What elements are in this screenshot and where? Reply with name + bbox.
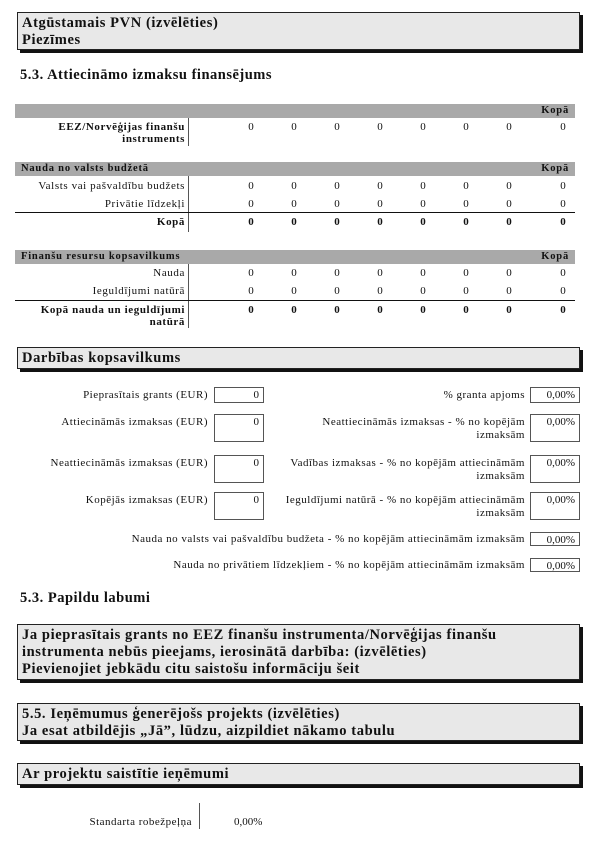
total-cell: 0 [560, 180, 566, 192]
summary-left-input[interactable]: 0 [214, 414, 264, 442]
summary-wide-label: Nauda no valsts vai pašvaldību budžeta - % no kopējām attiecināmām izmaksām [131, 533, 525, 545]
table-cell: 0 [248, 121, 254, 133]
table-cell: 0 [506, 267, 512, 279]
sum-line [15, 212, 575, 213]
total-cell: 0 [560, 267, 566, 279]
extra-line1[interactable]: Ja pieprasītais grants no EEZ finanšu instrumenta/Norvēģijas finanšu [22, 627, 497, 643]
summary-right-input[interactable]: 0,00% [530, 492, 580, 520]
summary-title: Darbības kopsavilkums [22, 350, 181, 366]
table-cell: 0 [291, 198, 297, 210]
table-cell: 0 [291, 285, 297, 297]
table-cell: 0 [291, 121, 297, 133]
table-cell: 0 [377, 216, 383, 228]
table-cell: 0 [248, 285, 254, 297]
row-label: Valsts vai pašvaldību budžets [38, 180, 185, 192]
sum-label: Kopā [156, 216, 185, 228]
summary-right-label: Vadības izmaksas - % no kopējām attiecināmām izmaksām [290, 457, 525, 482]
total-cell: 0 [560, 285, 566, 297]
summary-left-label: Kopējās izmaksas (EUR) [85, 494, 208, 506]
summary-wide-input[interactable]: 0,00% [530, 532, 580, 546]
table-cell: 0 [463, 267, 469, 279]
table-cell: 0 [463, 304, 469, 316]
summary-wide-input[interactable]: 0,00% [530, 558, 580, 572]
divider [188, 264, 189, 328]
summary-right-input[interactable]: 0,00% [530, 387, 580, 403]
block2-total-header: Kopā [541, 163, 569, 174]
total-cell: 0 [560, 304, 566, 316]
block3-total-header: Kopā [541, 251, 569, 262]
notes-label: Piezīmes [22, 32, 81, 48]
vat-label[interactable]: Atgūstamais PVN (izvēlēties) [22, 15, 219, 31]
vat-notes-box [17, 12, 580, 50]
divider [188, 118, 189, 146]
table-cell: 0 [420, 198, 426, 210]
table-cell: 0 [334, 216, 340, 228]
extra-box [17, 624, 580, 680]
table-cell: 0 [334, 198, 340, 210]
block2-title: Nauda no valsts budžetā [21, 163, 149, 174]
summary-right-input[interactable]: 0,00% [530, 455, 580, 483]
table-cell: 0 [248, 304, 254, 316]
sum-label: Kopā nauda un ieguldījumi natūrā [40, 304, 185, 328]
block3-header [15, 250, 575, 264]
table-cell: 0 [463, 216, 469, 228]
income-title: Ar projektu saistītie ieņēmumi [22, 766, 230, 782]
table-cell: 0 [420, 121, 426, 133]
table-cell: 0 [506, 216, 512, 228]
table-cell: 0 [377, 180, 383, 192]
row-label: Nauda [153, 267, 185, 279]
table-cell: 0 [506, 198, 512, 210]
table-cell: 0 [377, 198, 383, 210]
table-cell: 0 [334, 304, 340, 316]
extra-title: 5.3. Papildu labumi [20, 590, 151, 606]
block2-header [15, 162, 575, 176]
summary-wide-label: Nauda no privātiem līdzekļiem - % no kopējām attiecināmām izmaksām [173, 559, 525, 571]
table-cell: 0 [420, 180, 426, 192]
sum-line [15, 300, 575, 301]
revenue-line2: Ja esat atbildējis „Jā”, lūdzu, aizpildiet nākamo tabulu [22, 723, 396, 739]
row-label: Ieguldījumi natūrā [92, 285, 185, 297]
table-cell: 0 [334, 180, 340, 192]
revenue-line1[interactable]: 5.5. Ieņēmumus ģenerējošs projekts (izvēlēties) [22, 706, 340, 722]
table-cell: 0 [248, 180, 254, 192]
table-cell: 0 [377, 121, 383, 133]
table-cell: 0 [463, 198, 469, 210]
income-header [17, 763, 580, 785]
table-cell: 0 [334, 267, 340, 279]
summary-header [17, 347, 580, 369]
revenue-box [17, 703, 580, 741]
table-cell: 0 [334, 121, 340, 133]
table-cell: 0 [248, 216, 254, 228]
table-cell: 0 [291, 216, 297, 228]
table-cell: 0 [506, 304, 512, 316]
table-cell: 0 [377, 267, 383, 279]
table-cell: 0 [248, 198, 254, 210]
summary-right-input[interactable]: 0,00% [530, 414, 580, 442]
block1-total-header: Kopā [541, 105, 569, 116]
table-cell: 0 [291, 180, 297, 192]
table-cell: 0 [248, 267, 254, 279]
table-cell: 0 [463, 180, 469, 192]
table-cell: 0 [377, 285, 383, 297]
summary-right-label: Ieguldījumi natūrā - % no kopējām attiecināmām izmaksām [285, 494, 525, 519]
margin-label: Standarta robežpeļņa [89, 816, 192, 828]
table-cell: 0 [334, 285, 340, 297]
summary-left-input[interactable]: 0 [214, 492, 264, 520]
table-cell: 0 [420, 216, 426, 228]
summary-left-input[interactable]: 0 [214, 455, 264, 483]
table-cell: 0 [506, 121, 512, 133]
total-cell: 0 [560, 121, 566, 133]
table-cell: 0 [463, 285, 469, 297]
table-cell: 0 [463, 121, 469, 133]
total-cell: 0 [560, 216, 566, 228]
table-cell: 0 [420, 285, 426, 297]
table-cell: 0 [506, 285, 512, 297]
financing-title: 5.3. Attiecināmo izmaksu finansējums [20, 67, 273, 83]
divider [199, 803, 200, 829]
table-cell: 0 [506, 180, 512, 192]
table-cell: 0 [377, 304, 383, 316]
summary-right-label: Neattiecināmās izmaksas - % no kopējām izmaksām [322, 416, 525, 441]
divider [188, 176, 189, 232]
table-cell: 0 [420, 267, 426, 279]
row-label: Privātie līdzekļi [104, 198, 185, 210]
row-label: EEZ/Norvēģijas finanšu instruments [58, 121, 185, 145]
block3-title: Finanšu resursu kopsavilkums [21, 251, 181, 262]
table-cell: 0 [420, 304, 426, 316]
extra-line2[interactable]: instrumenta nebūs pieejams, ierosinātā darbība: (izvēlēties) [22, 644, 427, 660]
summary-left-label: Neattiecināmās izmaksas (EUR) [50, 457, 208, 469]
summary-left-label: Pieprasītais grants (EUR) [83, 389, 208, 401]
block1-header [15, 104, 575, 118]
total-cell: 0 [560, 198, 566, 210]
summary-left-label: Attiecināmās izmaksas (EUR) [61, 416, 208, 428]
table-cell: 0 [291, 304, 297, 316]
table-cell: 0 [291, 267, 297, 279]
extra-line3: Pievienojiet jebkādu citu saistošu informāciju šeit [22, 661, 360, 677]
summary-left-input[interactable]: 0 [214, 387, 264, 403]
summary-right-label: % granta apjoms [443, 389, 525, 401]
margin-value: 0,00% [234, 816, 263, 828]
